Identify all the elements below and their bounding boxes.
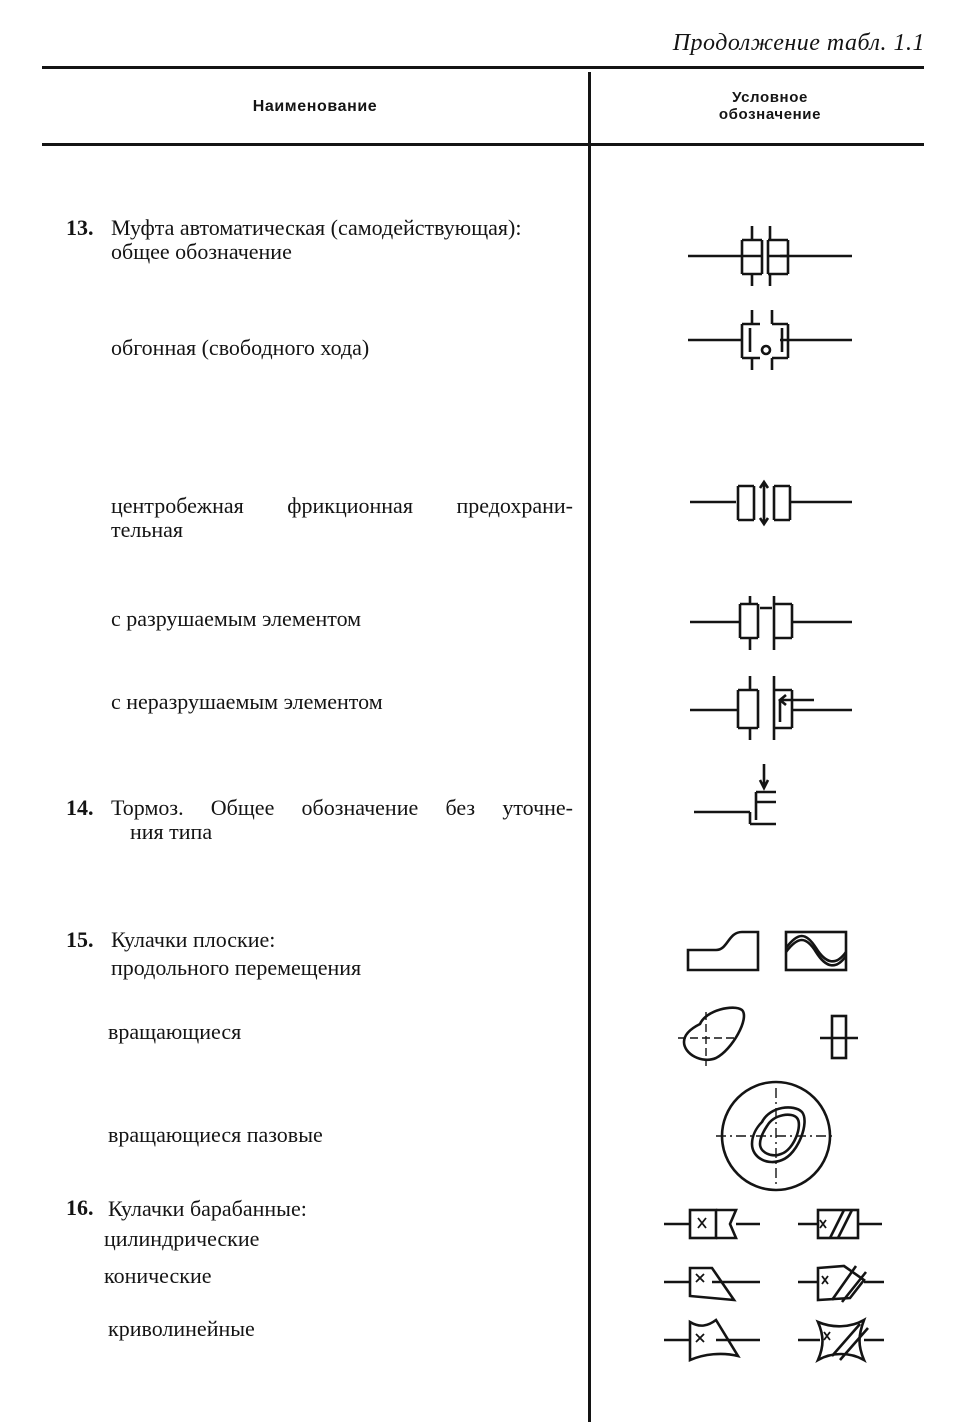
row-13-centrifugal-line1: центробежная фрикционная предохрани- (111, 493, 573, 518)
column-divider (588, 72, 591, 1422)
brake-symbol (680, 760, 790, 830)
row-16-curvilinear: криволинейные (108, 1316, 255, 1341)
table-continuation-caption: Продолжение табл. 1.1 (672, 30, 925, 56)
row-13-number: 13. (66, 215, 94, 240)
row-13-overrunning: обгонная (свободного хода) (111, 335, 370, 360)
row-15-rotating-grooved: вращающиеся пазовые (108, 1122, 323, 1147)
row-16-conical: конические (104, 1263, 212, 1288)
header-bottom-rule (42, 143, 924, 146)
row-15-number: 15. (66, 927, 94, 952)
column-header-symbol-line2: обозначение (718, 106, 822, 123)
row-14-title-line1: Тормоз. Общее обозначение без уточне- (111, 795, 573, 820)
row-16-cylindrical: цилиндрические (104, 1226, 260, 1251)
clutch-breakable-element-symbol (680, 592, 860, 654)
row-13-general: общее обозначение (111, 239, 292, 264)
clutch-overrunning-symbol (680, 306, 860, 376)
cam-drum-symbols (660, 1200, 890, 1372)
cam-flat-longitudinal-symbol (680, 922, 860, 982)
cam-flat-rotating-symbol (672, 1002, 872, 1070)
column-header-symbol-line1: Условное (732, 89, 808, 106)
row-14-title-line2: ния типа (130, 819, 213, 844)
column-header-symbol (690, 89, 850, 123)
row-13-centrifugal-line2: тельная (111, 517, 184, 542)
clutch-automatic-symbol (680, 222, 860, 288)
row-15-longitudinal: продольного перемещения (111, 955, 362, 980)
cam-rotating-grooved-symbol (712, 1078, 840, 1198)
row-15-title: Кулачки плоские: (111, 927, 276, 952)
clutch-centrifugal-symbol (680, 472, 860, 534)
row-15-rotating: вращающиеся (108, 1019, 242, 1044)
row-14-number: 14. (66, 795, 94, 820)
row-16-title: Кулачки барабанные: (108, 1196, 307, 1221)
clutch-nonbreakable-element-symbol (680, 672, 860, 742)
column-header-name: Наименование (252, 98, 378, 115)
row-16-number: 16. (66, 1195, 94, 1220)
row-13-breakable: с разрушаемым элементом (111, 606, 362, 631)
table-top-rule (42, 66, 924, 69)
row-13-title: Муфта автоматическая (самодействующая): (111, 215, 522, 240)
row-13-nonbreakable: с неразрушаемым элементом (111, 689, 383, 714)
